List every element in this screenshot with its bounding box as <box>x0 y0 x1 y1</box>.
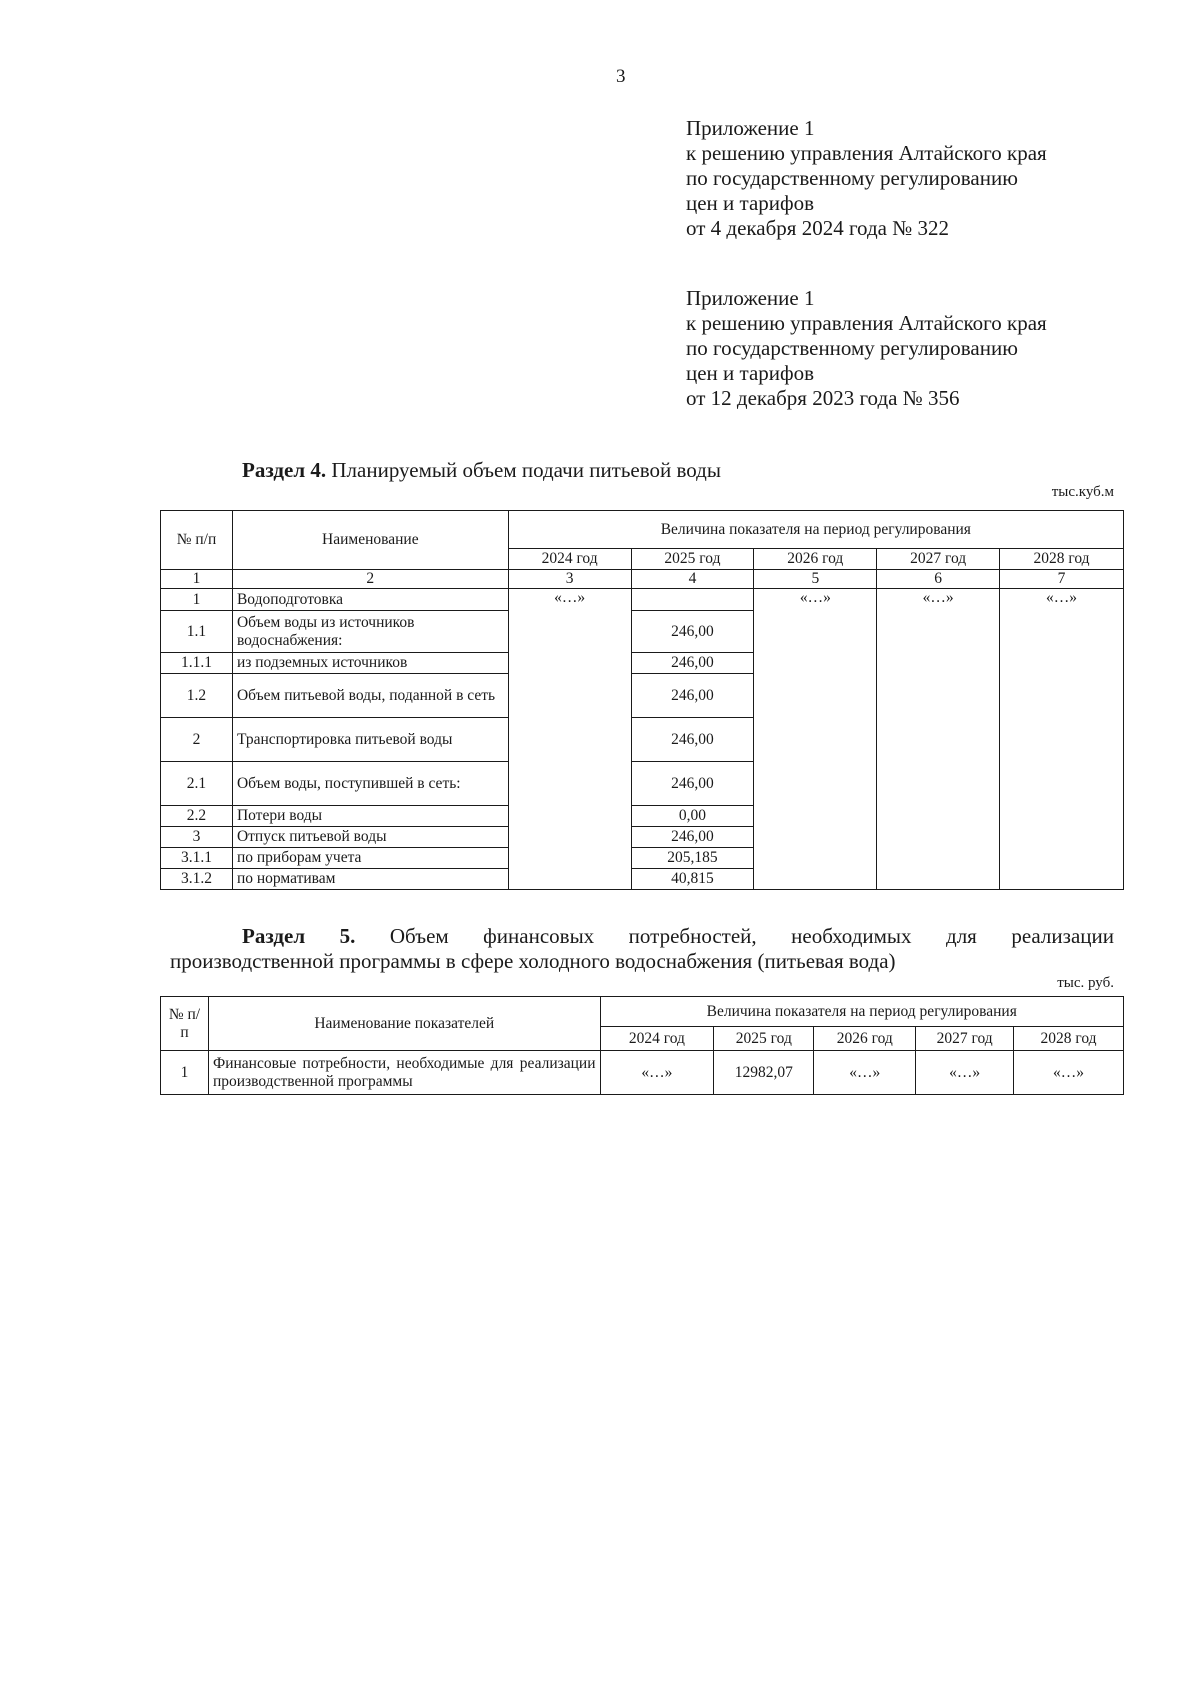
header-year: 2026 год <box>814 1027 916 1051</box>
value-2028-placeholder: «…» <box>1000 589 1124 890</box>
appendix-line: к решению управления Алтайского края <box>686 141 1047 165</box>
row-name: из подземных источников <box>232 653 508 674</box>
row-num: 1 <box>161 1051 209 1095</box>
page-number: 3 <box>616 66 626 87</box>
section5-title <box>170 924 1114 974</box>
col-number: 1 <box>161 570 233 589</box>
row-value-2025: 205,185 <box>631 848 754 869</box>
appendix-line: к решению управления Алтайского края <box>686 311 1047 335</box>
section4-table <box>160 510 1124 890</box>
header-num: № п/п <box>161 997 209 1051</box>
row-value: «…» <box>916 1051 1014 1095</box>
section5-title-text: Объем финансовых потребностей, необходимых для реализации <box>355 924 1114 948</box>
row-value: «…» <box>600 1051 714 1095</box>
appendix-line: Приложение 1 <box>686 116 815 140</box>
row-name: Объем воды, поступившей в сеть: <box>232 762 508 806</box>
section5-title-bold: Раздел 5. <box>242 924 356 948</box>
section5-table <box>160 996 1124 1095</box>
row-name: Транспортировка питьевой воды <box>232 718 508 762</box>
row-num: 3.1.1 <box>161 848 233 869</box>
col-number: 7 <box>1000 570 1124 589</box>
value-2024-placeholder: «…» <box>508 589 631 890</box>
appendix-current <box>686 116 1047 241</box>
col-number: 2 <box>232 570 508 589</box>
row-value-2025: 246,00 <box>631 718 754 762</box>
header-year: 2028 год <box>1000 549 1124 570</box>
header-year: 2024 год <box>508 549 631 570</box>
row-name: Потери воды <box>232 806 508 827</box>
header-period: Величина показателя на период регулирования <box>600 997 1124 1027</box>
row-num: 2.1 <box>161 762 233 806</box>
row-value-2025 <box>631 589 754 611</box>
row-name: Объем воды из источников водоснабжения: <box>232 611 508 653</box>
section4-title-bold: Раздел 4. <box>242 458 327 482</box>
section5-unit: тыс. руб. <box>1057 975 1114 991</box>
row-num: 3.1.2 <box>161 869 233 890</box>
row-value-2025: 246,00 <box>631 674 754 718</box>
row-name: по нормативам <box>232 869 508 890</box>
appendix-line: от 12 декабря 2023 года № 356 <box>686 386 960 410</box>
header-year: 2027 год <box>916 1027 1014 1051</box>
table-row <box>161 589 1124 611</box>
header-year: 2027 год <box>877 549 1000 570</box>
row-num: 1.1 <box>161 611 233 653</box>
header-num: № п/п <box>161 511 233 570</box>
row-value-2025: 246,00 <box>631 762 754 806</box>
header-name: Наименование показателей <box>208 997 600 1051</box>
row-name: Финансовые потребности, необходимые для реализации производственной программы <box>208 1051 600 1095</box>
value-2026-placeholder: «…» <box>754 589 877 890</box>
col-number: 4 <box>631 570 754 589</box>
row-value-2025: 246,00 <box>631 611 754 653</box>
header-year: 2026 год <box>754 549 877 570</box>
header-year: 2025 год <box>714 1027 814 1051</box>
row-value-2025: 246,00 <box>631 827 754 848</box>
row-name: Водоподготовка <box>232 589 508 611</box>
table-row <box>161 1051 1124 1095</box>
row-num: 1 <box>161 589 233 611</box>
row-value-2025: 40,815 <box>631 869 754 890</box>
row-num: 1.1.1 <box>161 653 233 674</box>
row-value: «…» <box>814 1051 916 1095</box>
row-value: «…» <box>1014 1051 1124 1095</box>
row-num: 1.2 <box>161 674 233 718</box>
appendix-line: от 4 декабря 2024 года № 322 <box>686 216 949 240</box>
col-number: 6 <box>877 570 1000 589</box>
col-number: 3 <box>508 570 631 589</box>
header-year: 2025 год <box>631 549 754 570</box>
row-name: Объем питьевой воды, поданной в сеть <box>232 674 508 718</box>
appendix-line: цен и тарифов <box>686 191 815 215</box>
row-num: 2 <box>161 718 233 762</box>
header-name: Наименование <box>232 511 508 570</box>
header-year: 2028 год <box>1014 1027 1124 1051</box>
section4-title-text: Планируемый объем подачи питьевой воды <box>326 458 721 482</box>
appendix-line: цен и тарифов <box>686 361 815 385</box>
header-period: Величина показателя на период регулирования <box>508 511 1123 549</box>
section5-title-line2: производственной программы в сфере холодного водоснабжения (питьевая вода) <box>170 949 896 973</box>
col-number: 5 <box>754 570 877 589</box>
appendix-previous <box>686 286 1047 411</box>
row-value-2025: 0,00 <box>631 806 754 827</box>
row-name: по приборам учета <box>232 848 508 869</box>
section4-unit: тыс.куб.м <box>1051 484 1114 500</box>
section4-title <box>242 458 721 483</box>
value-2027-placeholder: «…» <box>877 589 1000 890</box>
row-value-2025: 246,00 <box>631 653 754 674</box>
header-year: 2024 год <box>600 1027 714 1051</box>
row-value: 12982,07 <box>714 1051 814 1095</box>
appendix-line: по государственному регулированию <box>686 336 1018 360</box>
row-num: 2.2 <box>161 806 233 827</box>
appendix-line: Приложение 1 <box>686 286 815 310</box>
appendix-line: по государственному регулированию <box>686 166 1018 190</box>
row-num: 3 <box>161 827 233 848</box>
row-name: Отпуск питьевой воды <box>232 827 508 848</box>
